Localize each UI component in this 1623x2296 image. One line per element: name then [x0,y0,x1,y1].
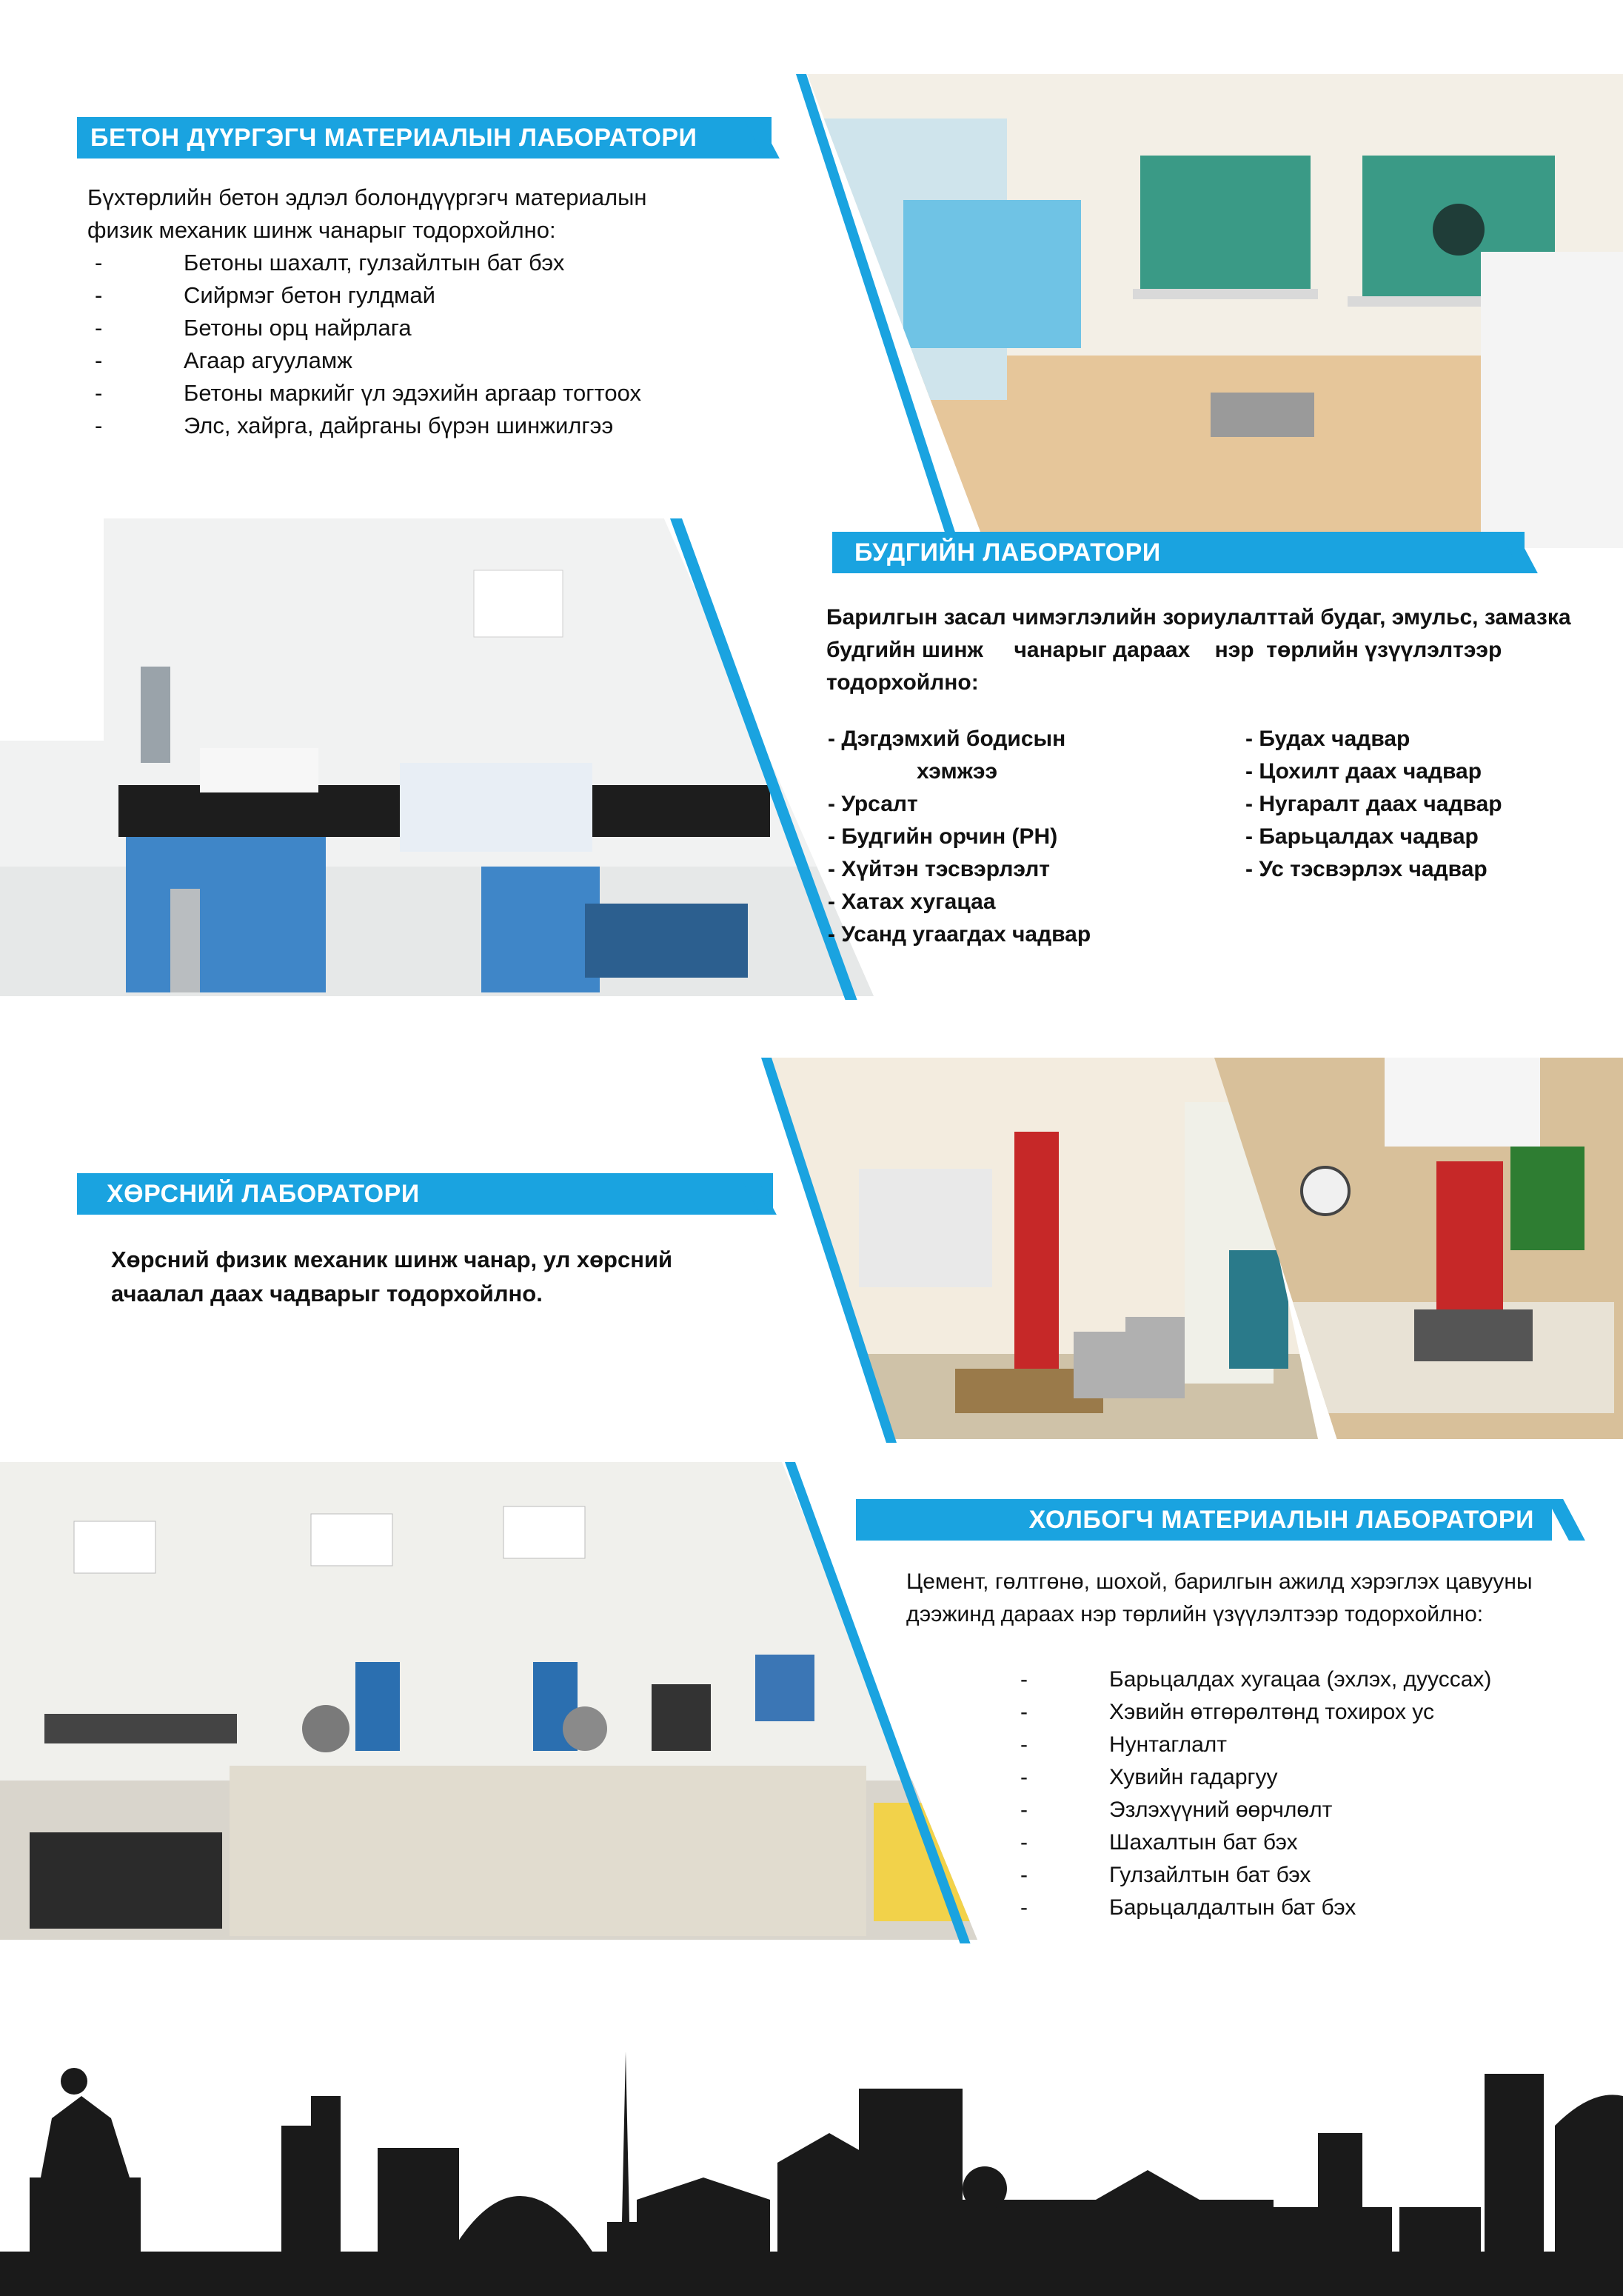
list-item: - Усанд угаагдах чадвар [828,922,1091,947]
soil-line2: ачаалал даах чадварыг тодорхойлно. [111,1281,543,1306]
binder-intro [906,1566,1617,1631]
list-item: - Гулзайлтын бат бэх [1013,1859,1620,1892]
concrete-test-list [87,247,754,442]
list-item: - Урсалт [828,792,918,816]
list-item: - Нунтаглалт [1013,1729,1620,1761]
paint-heading-ribbon [832,532,1525,573]
list-item: - Шахалтын бат бэх [1013,1826,1620,1859]
list-item: - Сийрмэг бетон гулдмай [87,279,754,312]
list-item: - Хүйтэн тэсвэрлэлт [828,857,1050,881]
list-item: - Хэвийн өтгөрөлтөнд тохирох ус [1013,1696,1620,1729]
list-item: - Барьцалдах хугацаа (эхлэх, дуусcах) [1013,1663,1620,1696]
paint-right-list [1245,723,1601,886]
list-item: - Будах чадвар [1245,727,1410,751]
binder-heading-ribbon [856,1499,1552,1541]
list-item: - Будгийн орчин (PH) [828,824,1058,849]
concrete-heading-ribbon [77,117,772,158]
concrete-intro-line2: физик механик шинж чанарыг тодорхойлно: [87,217,556,243]
list-item: - Барьцалдах чадвар [1245,824,1479,849]
list-item: - Бетоны орц найрлага [87,312,754,344]
paint-left-list [828,723,1242,951]
list-item: - Хатах хугацаа [828,890,996,914]
list-item: - Бетоны маркийг үл эдэхийн аргаар тогтоох [87,377,754,410]
paint-lab-photo [0,518,874,996]
binder-intro-line1: Цемент, гөлтгөнө, шохой, барилгын ажилд хэрэглэх цавууны [906,1569,1533,1594]
list-item: - Бетоны шахалт, гулзайлтын бат бэх [87,247,754,279]
soil-heading: ХӨРСНИЙ ЛАБОРАТОРИ [107,1180,420,1208]
soil-description [111,1243,777,1311]
list-item: - Агаар агууламж [87,344,754,377]
binder-heading: ХОЛБОГЧ МАТЕРИАЛЫН ЛАБОРАТОРИ [1028,1506,1534,1534]
binder-test-list [1013,1663,1620,1924]
list-item: - Дэгдэмхий бодисын [828,727,1066,751]
city-skyline-silhouette [0,2029,1623,2296]
paint-intro-line3: тодорхойлно: [826,670,979,695]
paint-intro-line1: Барилгын засал чимэглэлийн зориулалттай будаг, эмульс, замазка [826,605,1571,630]
list-item: - Эзлэхүүний өөрчлөлт [1013,1794,1620,1826]
list-item: хэмжээ [917,759,998,784]
paint-heading: БУДГИЙН ЛАБОРАТОРИ [854,538,1161,567]
binder-lab-photo [0,1462,977,1940]
list-item: - Цохилт даах чадвар [1245,759,1482,784]
concrete-heading: БЕТОН ДҮҮРГЭГЧ МАТЕРИАЛЫН ЛАБОРАТОРИ [90,124,697,152]
concrete-intro [87,181,754,247]
list-item: - Элс, хайрга, дайрганы бүрэн шинжилгээ [87,410,754,442]
binder-intro-line2: дээжинд дараах нэр төрлийн үзүүлэлтээр тодорхойлно: [906,1602,1484,1626]
list-item: - Барьцалдалтын бат бэх [1013,1892,1620,1924]
binder-heading-stripe [1547,1499,1585,1541]
list-item: - Хувийн гадаргуу [1013,1761,1620,1794]
soil-line1: Хөрсний физик механик шинж чанар, ул хөрсний [111,1247,673,1272]
paint-intro-line2: будгийн шинж чанарыг дараах нэр төрлийн үзүүлэлтээр [826,638,1502,662]
soil-heading-ribbon [77,1173,773,1215]
list-item: - Ус тэсвэрлэх чадвар [1245,857,1488,881]
concrete-intro-line1: Бүхтөрлийн бетон эдлэл болондүүргэгч материалын [87,184,647,210]
list-item: - Нугаралт даах чадвар [1245,792,1502,816]
paint-intro [826,601,1611,699]
